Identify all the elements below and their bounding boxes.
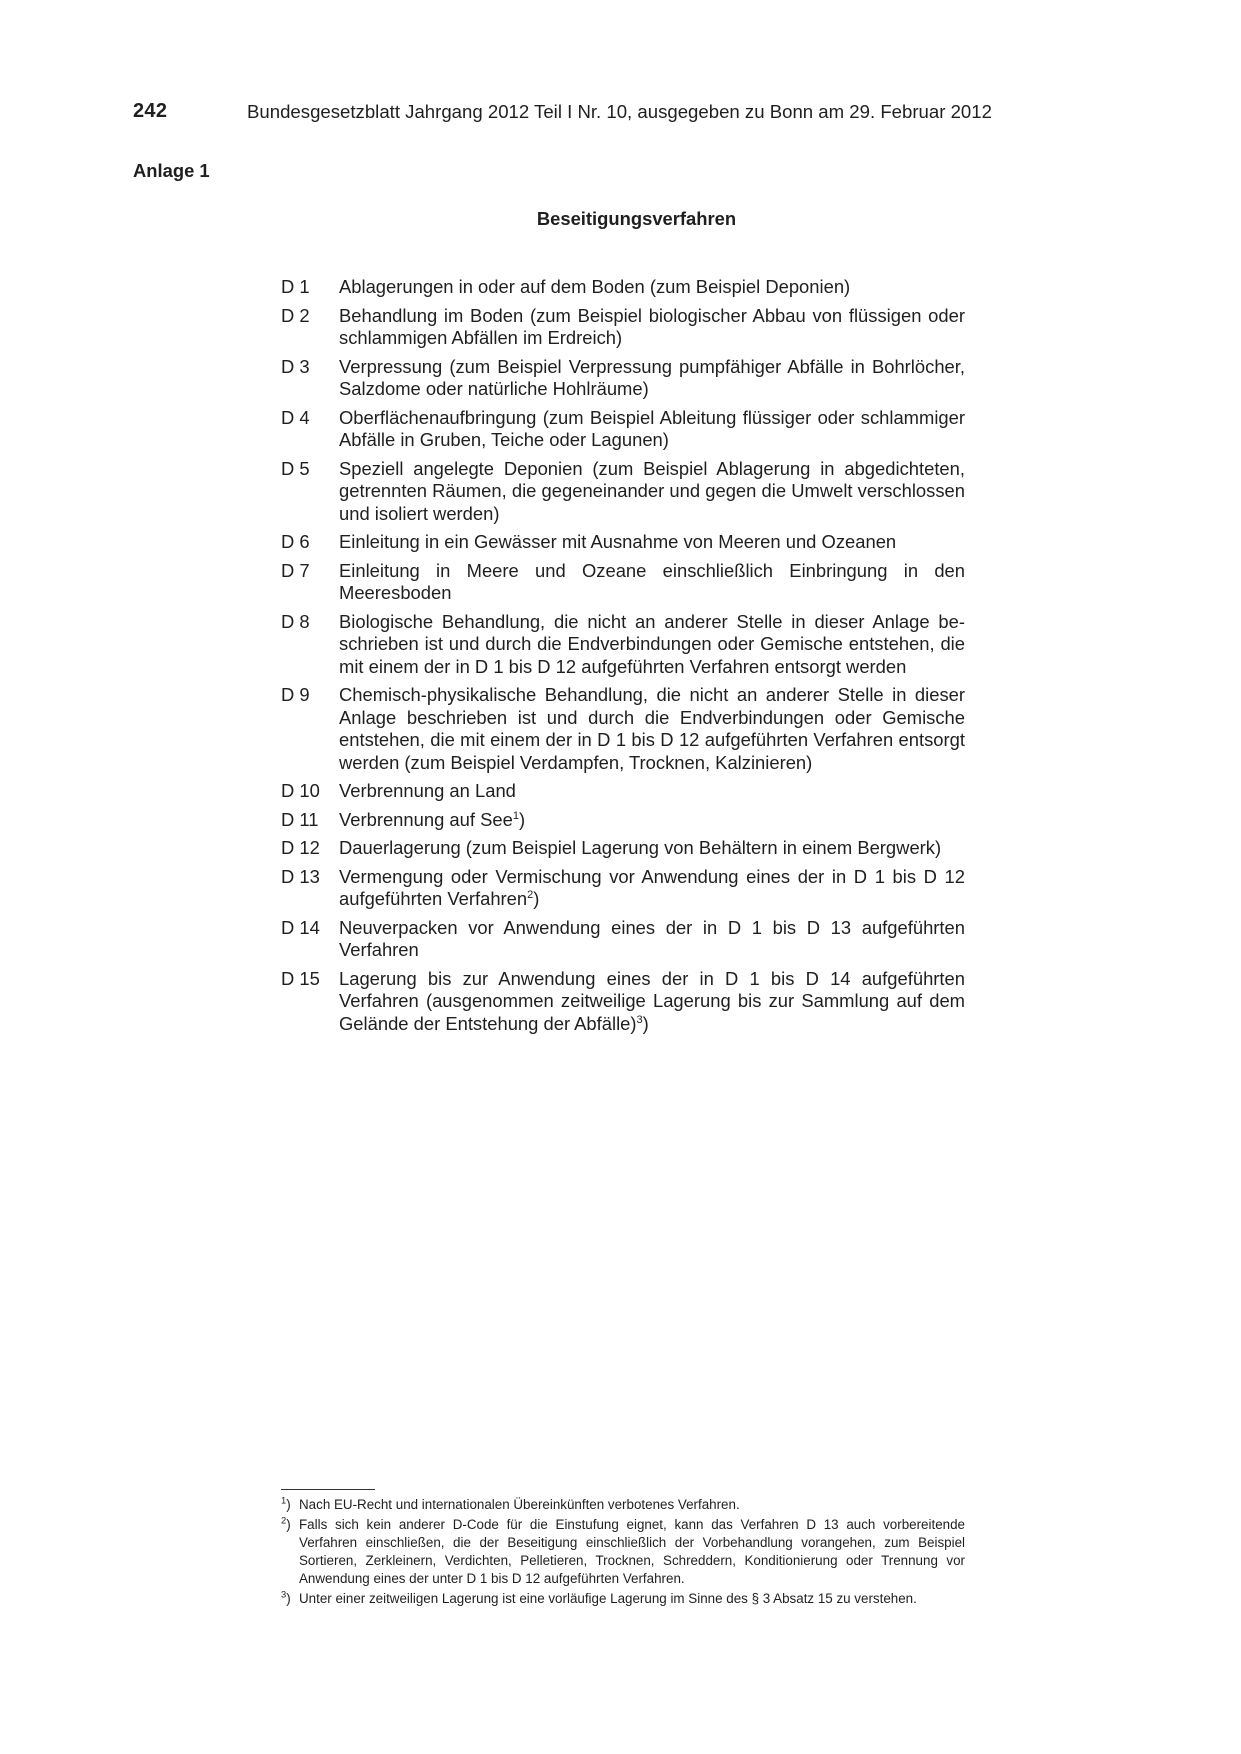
procedure-text: Verbrennung an Land (339, 780, 516, 801)
footnote-number: 3 (281, 1589, 287, 1600)
procedure-code: D 3 (281, 355, 310, 377)
footnote-mark: $^1$) (281, 1495, 291, 1512)
running-header: Bundesgesetzblatt Jahrgang 2012 Teil I Nr. 10, ausgegeben zu Bonn am 29. Februar 2012 (247, 101, 992, 122)
procedure-code: D 8 (281, 610, 310, 632)
footnote-divider (281, 1489, 375, 1490)
procedure-text: Lagerung bis zur Anwendung eines der in D 1 bis D 14 aufgeführten Verfahren (ausgenommen zeitweilige Lagerung bis zur Sammlung auf dem Gelände der Entstehung der Abfälle) (339, 967, 965, 1034)
procedure-text: Oberflächenaufbringung (zum Beispiel Ableitung flüssiger oder schlammiger Abfälle in Gruben, Teiche oder Lagunen) (339, 406, 965, 450)
procedure-item (281, 780, 965, 803)
procedure-text: Speziell angelegte Deponien (zum Beispiel Ablagerung in abgedichteten, getrennten Räumen, die gegeneinander und gegen die Umwelt verschlossen und isoliert werden) (339, 457, 965, 524)
procedure-item (281, 560, 965, 605)
procedure-code: D 13 (281, 865, 320, 887)
section-title: Beseitigungsverfahren (536, 208, 737, 229)
procedure-text: Einleitung in Meere und Ozeane einschließlich Einbringung in den Meeresboden (339, 559, 965, 603)
procedure-item (281, 684, 965, 774)
procedure-code: D 2 (281, 304, 310, 326)
footnote-number: 1 (281, 1495, 287, 1506)
procedure-item (281, 305, 965, 350)
procedure-text: Dauerlagerung (zum Beispiel Lagerung von Behältern in einem Bergwerk) (339, 837, 942, 858)
procedure-text: Verbrennung auf See (339, 808, 513, 830)
procedure-item (281, 968, 965, 1036)
procedure-code: D 7 (281, 559, 310, 581)
procedure-description (339, 780, 965, 803)
footnote-text: Nach EU-Recht und internationalen Übereinkünften verbotenes Verfahren. (299, 1497, 740, 1512)
footnote-reference: 1 (512, 809, 519, 822)
procedure-description (339, 407, 965, 452)
procedure-description (339, 356, 965, 401)
footnote (281, 1516, 965, 1588)
procedure-text: Verpressung (zum Beispiel Verpressung pumpfähiger Abfälle in Bohrlöcher, Salzdome oder natürliche Hohlräume) (339, 355, 965, 399)
procedure-code: D 12 (281, 837, 320, 858)
procedure-code: D 10 (281, 780, 320, 801)
procedure-item (281, 407, 965, 452)
footnote (281, 1590, 965, 1608)
procedure-code: D 5 (281, 457, 310, 479)
procedure-code: D 11 (281, 808, 319, 830)
procedure-description (339, 611, 965, 679)
procedure-description (339, 684, 965, 774)
procedure-item (281, 866, 965, 911)
procedure-text: Vermengung oder Vermischung vor Anwendung eines der in D 1 bis D 12 aufgeführten Verfahren (339, 865, 965, 909)
procedure-item (281, 276, 965, 299)
procedure-description: Verbrennung auf See$^1$) (339, 808, 526, 830)
procedure-description (339, 305, 965, 350)
procedure-description (339, 531, 965, 554)
procedure-text: Ablagerungen in oder auf dem Boden (zum Beispiel Deponien) (339, 276, 851, 297)
procedure-text: Behandlung im Boden (zum Beispiel biologischer Abbau von flüssigen oder schlammigen Abfällen im Erdreich) (339, 304, 965, 348)
footnote-number: 2 (281, 1515, 287, 1526)
footnote-list (281, 1496, 965, 1610)
footnote-text: Unter einer zeitweiligen Lagerung ist eine vorläufige Lagerung im Sinne des § 3 Absatz 15 zu verstehen. (299, 1591, 917, 1606)
procedure-item (281, 917, 965, 962)
procedure-description (339, 917, 965, 962)
procedure-text: Biologische Behandlung, die nicht an anderer Stelle in dieser Anlage beschrieben ist und durch die Endverbindungen oder Gemische entstehen, die mit einem der in D 1 bis D 12 aufgeführten Verfahren entsorgt werden (339, 610, 965, 677)
footnote-mark: $^2$) (281, 1515, 291, 1532)
page-number: 242 (133, 100, 168, 122)
procedure-code: D 9 (281, 684, 310, 705)
procedure-description: Vermengung oder Vermischung vor Anwendung eines der in D 1 bis D 12 aufgeführten Verfahren$^2$) (339, 865, 965, 909)
procedure-item (281, 531, 965, 554)
footnote-reference: 2 (527, 888, 534, 901)
procedure-code: D 14 (281, 916, 320, 938)
procedure-text: Chemisch-physikalische Behandlung, die nicht an anderer Stelle in dieser Anlage beschrieben ist und durch die Endverbindungen oder Gemische entstehen, die mit einem der in D 1 bis D 12 aufgeführten Verfahren entsorgt werden (zum Beispiel Verdampfen, Trocknen, Kalzinieren) (339, 684, 965, 773)
procedure-description (339, 458, 965, 526)
footnote (281, 1496, 965, 1514)
footnote-mark: $^3$) (281, 1589, 291, 1606)
procedure-code: D 6 (281, 531, 310, 552)
procedure-item (281, 611, 965, 679)
footnote-reference: 3 (636, 1013, 643, 1026)
disposal-procedure-list (281, 276, 965, 1041)
procedure-code: D 15 (281, 967, 320, 989)
procedure-description (339, 837, 965, 860)
procedure-item (281, 458, 965, 526)
procedure-item (281, 356, 965, 401)
procedure-text: Einleitung in ein Gewässer mit Ausnahme von Meeren und Ozeanen (339, 531, 897, 552)
procedure-code: D 4 (281, 406, 310, 428)
procedure-description (339, 560, 965, 605)
procedure-code: D 1 (281, 276, 310, 297)
procedure-item (281, 809, 965, 832)
procedure-item (281, 837, 965, 860)
procedure-description (339, 276, 965, 299)
footnote-text: Falls sich kein anderer D-Code für die Einstufung eignet, kann das Verfahren D 13 auch vorbereitende Verfahren einschließen, die der Beseitigung einschließlich der Vorbehandlung vorangehen, zum Beispiel Sortieren, Zerkleinern, Verdichten, Pelletieren, Trocknen, Schreddern, Konditionierung oder Trennung vor Anwendung eines der unter D 1 bis D 12 aufgeführten Verfahren. (299, 1517, 965, 1586)
annex-label: Anlage 1 (133, 160, 210, 181)
procedure-description: Lagerung bis zur Anwendung eines der in D 1 bis D 14 aufgeführten Verfahren (ausgenommen zeitweilige Lagerung bis zur Sammlung auf dem Gelände der Entstehung der Abfälle)$^3$) (339, 967, 965, 1034)
procedure-text: Neuverpacken vor Anwendung eines der in D 1 bis D 13 aufgeführten Verfahren (339, 916, 965, 960)
